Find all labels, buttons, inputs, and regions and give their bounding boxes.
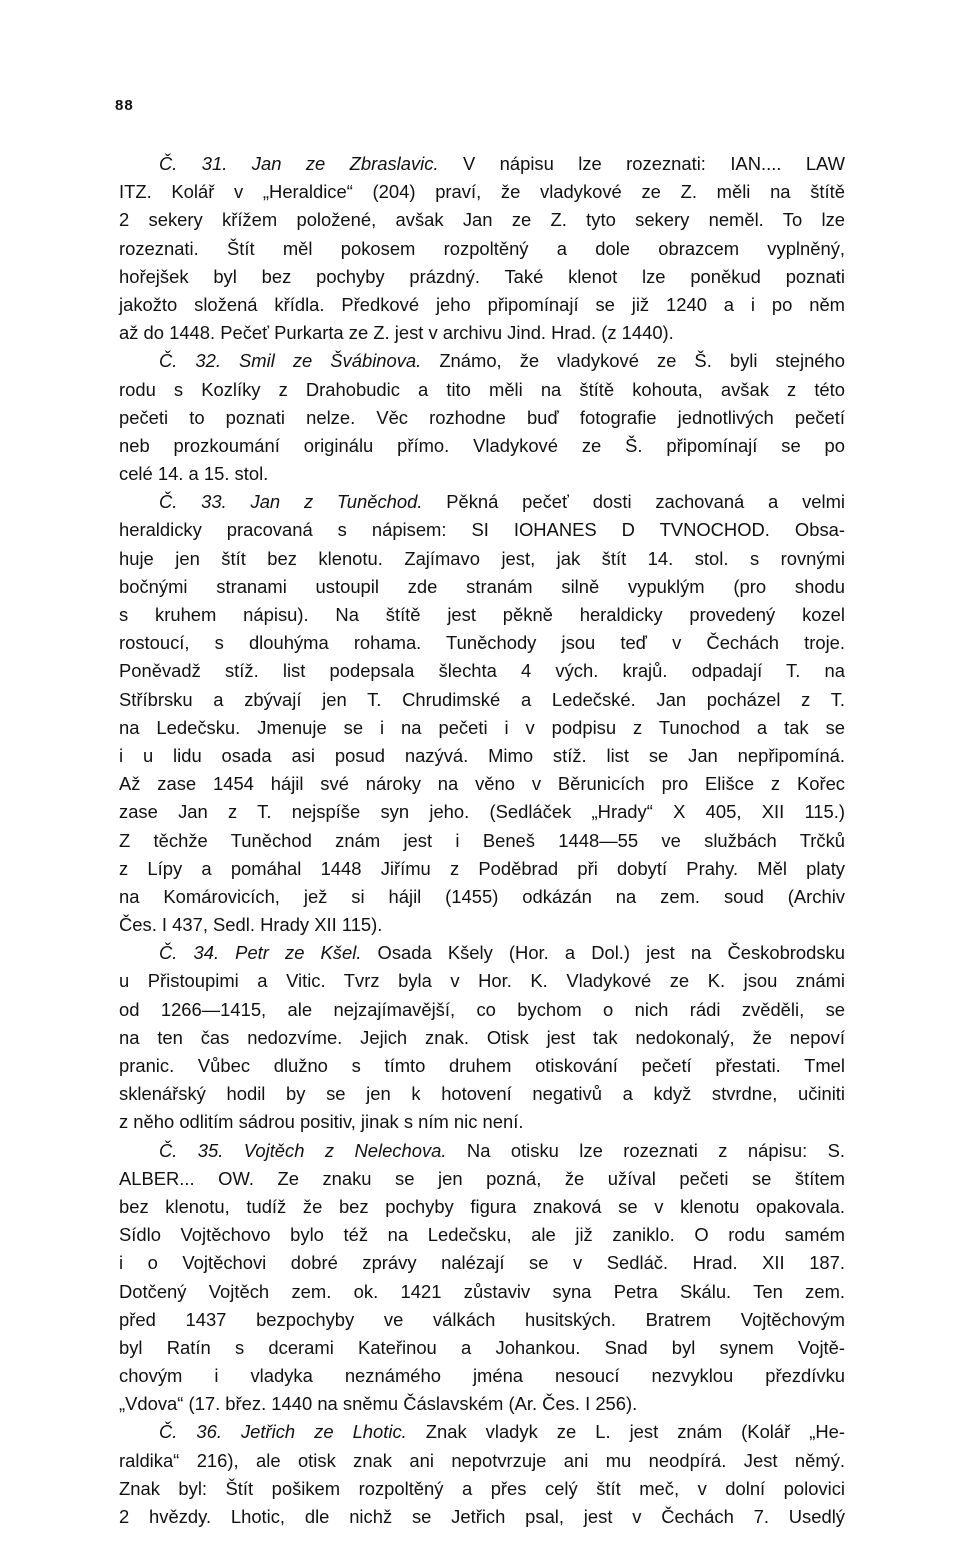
line-text: před 1437 bezpochyby ve válkách husitských. Bratrem Vojtěchovým <box>119 1308 845 1330</box>
line-text: rozeznati. Štít měl pokosem rozpoltěný a dole obrazcem vyplněný, <box>119 237 845 259</box>
entry-heading: Č. 36. Jetřich ze Lhotic. <box>159 1421 407 1443</box>
text-line <box>119 1108 845 1136</box>
line-text: zase Jan z T. nejspíše syn jeho. (Sedláček „Hrady“ X 405, XII 115.) <box>119 801 845 823</box>
entry-heading-line <box>119 488 845 516</box>
line-text: Poněvadž stíž. list podepsala šlechta 4 vých. krajů. odpadají T. na <box>119 660 845 682</box>
line-text: huje jen štít bez klenotu. Zajímavo jest, jak štít 14. stol. s rovnými <box>119 547 845 569</box>
line-text: Znak byl: Štít pošikem rozpoltěný a přes celý štít meč, v dolní polovici <box>119 1477 845 1499</box>
text-line <box>119 629 845 657</box>
line-text: ITZ. Kolář v „Heraldice“ (204) praví, že vladykové ze Z. měli na štítě <box>119 181 845 203</box>
line-text: Známo, že vladykové ze Š. byli stejného <box>421 350 845 372</box>
text-line <box>119 1503 845 1531</box>
line-text: Pěkná pečeť dosti zachovaná a velmi <box>422 491 845 513</box>
line-text: „Vdova“ (17. břez. 1440 na sněmu Čáslavském (Ar. Čes. I 256). <box>119 1393 638 1415</box>
text-line <box>119 573 845 601</box>
entry-heading: Č. 35. Vojtěch z Nelechova. <box>159 1139 447 1161</box>
line-text: celé 14. a 15. stol. <box>119 463 269 485</box>
text-line <box>119 1278 845 1306</box>
text-line <box>119 291 845 319</box>
text-line <box>119 319 845 347</box>
line-text: od 1266—1415, ale nejzajímavější, co bychom o nich rádi zvěděli, se <box>119 998 845 1020</box>
text-line <box>119 1306 845 1334</box>
text-line <box>119 545 845 573</box>
line-text: chovým i vladyka neznámého jména nesoucí nezvyklou přezdívku <box>119 1365 845 1387</box>
line-text: sklenářský hodil by se jen k hotovení negativů a když stvrdne, učiniti <box>119 1083 845 1105</box>
line-text: Až zase 1454 hájil své nároky na věno v Běrunicích pro Elišce z Kořec <box>119 773 845 795</box>
line-text: Sídlo Vojtěchovo bylo též na Ledečsku, ale již zaniklo. O rodu samém <box>119 1224 845 1246</box>
line-text: bočnými stranami ustoupil zde stranám silně vypuklým (pro shodu <box>119 575 845 597</box>
text-line <box>119 657 845 685</box>
text-line <box>119 967 845 995</box>
line-text: ALBER... OW. Ze znaku se jen pozná, že užíval pečeti se štítem <box>119 1167 845 1189</box>
text-line <box>119 714 845 742</box>
line-text: Stříbrsku a zbývají jen T. Chrudimské a Ledečské. Jan pocházel z T. <box>119 688 845 710</box>
line-text: s kruhem nápisu). Na štítě jest pěkně heraldicky provedený kozel <box>119 604 845 625</box>
text-line <box>119 1221 845 1249</box>
entry-heading: Č. 32. Smil ze Švábinova. <box>159 350 422 372</box>
line-text: heraldicky pracovaná s nápisem: SI IOHANES D TVNOCHOD. Obsa- <box>119 519 845 541</box>
entry-heading-line <box>119 150 845 178</box>
text-line <box>119 1475 845 1503</box>
line-text: byl Ratín s dcerami Kateřinou a Johankou. Snad byl synem Vojtě- <box>119 1336 845 1358</box>
line-text: na Ledečsku. Jmenuje se i na pečeti i v podpisu z Tunochod a tak se <box>119 716 845 738</box>
text-line <box>119 1165 845 1193</box>
text-line <box>119 235 845 263</box>
line-text: u Přistoupimi a Vitic. Tvrz byla v Hor. K. Vladykové ze K. jsou známi <box>119 970 845 992</box>
line-text: Z těchže Tuněchod znám jest i Beneš 1448—55 ve službách Trčků <box>119 829 845 851</box>
line-text: rodu s Kozlíky z Drahobudic a tito měli na štítě kohouta, avšak z této <box>119 378 845 400</box>
line-text: jakožto složená křídla. Předkové jeho připomínají se již 1240 a i po něm <box>119 293 845 315</box>
line-text: bez klenotu, tudíž že bez pochyby figura znaková se v klenotu opakovala. <box>119 1195 845 1217</box>
text-line <box>119 1334 845 1362</box>
text-line <box>119 1249 845 1277</box>
text-line <box>119 178 845 206</box>
text-body <box>119 150 845 1531</box>
text-line <box>119 827 845 855</box>
line-text: Znak vladyk ze L. jest znám (Kolář „He- <box>406 1421 845 1443</box>
text-line <box>119 742 845 770</box>
text-line <box>119 1447 845 1475</box>
text-line <box>119 996 845 1024</box>
text-line <box>119 460 845 488</box>
text-line <box>119 404 845 432</box>
text-line <box>119 1024 845 1052</box>
text-line <box>119 516 845 544</box>
text-line <box>119 263 845 291</box>
entry-heading: Č. 33. Jan z Tuněchod. <box>159 491 423 513</box>
line-text: pranic. Vůbec dlužno s tímto druhem otiskování pečetí přestati. Tmel <box>119 1055 845 1076</box>
line-text: z něho odlitím sádrou positiv, jinak s ním nic není. <box>119 1111 524 1133</box>
line-text: hořejšek byl bez pochyby prázdný. Také klenot lze poněkud poznati <box>119 265 845 287</box>
text-line <box>119 1080 845 1108</box>
text-line <box>119 1052 845 1080</box>
text-line <box>119 206 845 234</box>
entry-heading-line <box>119 1418 845 1446</box>
line-text: neb prozkoumání originálu přímo. Vladykové ze Š. připomínají se po <box>119 434 845 456</box>
line-text: Osada Kšely (Hor. a Dol.) jest na Českobrodsku <box>361 942 845 964</box>
text-line <box>119 601 845 629</box>
text-line <box>119 1362 845 1390</box>
entry-heading: Č. 31. Jan ze Zbraslavic. <box>159 153 439 174</box>
text-line <box>119 883 845 911</box>
text-line <box>119 1193 845 1221</box>
page-number: 88 <box>115 97 134 114</box>
line-text: Čes. I 437, Sedl. Hrady XII 115). <box>119 914 383 936</box>
line-text: na ten čas nedozvíme. Jejich znak. Otisk jest tak nedokonalý, že nepoví <box>119 1026 845 1048</box>
line-text: na Komárovicích, jež si hájil (1455) odkázán na zem. soud (Archiv <box>119 885 845 907</box>
line-text: Na otisku lze rozeznati z nápisu: S. <box>446 1139 845 1161</box>
line-text: V nápisu lze rozeznati: IAN.... LAW <box>438 153 845 174</box>
text-line <box>119 798 845 826</box>
line-text: až do 1448. Pečeť Purkarta ze Z. jest v archivu Jind. Hrad. (z 1440). <box>119 322 674 344</box>
line-text: z Lípy a pomáhal 1448 Jiřímu z Poděbrad při dobytí Prahy. Měl platy <box>119 857 845 879</box>
entry-heading-line <box>119 939 845 967</box>
line-text: raldika“ 216), ale otisk znak ani nepotvrzuje ani mu neodpírá. Jest němý. <box>119 1449 845 1471</box>
line-text: Dotčený Vojtěch zem. ok. 1421 zůstaviv syna Petra Skálu. Ten zem. <box>119 1280 845 1302</box>
text-line <box>119 686 845 714</box>
text-line <box>119 1390 845 1418</box>
line-text: 2 sekery křížem položené, avšak Jan ze Z. tyto sekery neměl. To lze <box>119 209 845 231</box>
line-text: pečeti to poznati nelze. Věc rozhodne buď fotografie jednotlivých pečetí <box>119 406 845 428</box>
line-text: 2 hvězdy. Lhotic, dle nichž se Jetřich psal, jest v Čechách 7. Usedlý <box>119 1506 845 1527</box>
text-line <box>119 376 845 404</box>
line-text: i u lidu osada asi posud nazývá. Mimo stíž. list se Jan nepřipomíná. <box>119 744 845 766</box>
text-line <box>119 911 845 939</box>
text-line <box>119 770 845 798</box>
text-line <box>119 432 845 460</box>
entry-heading-line <box>119 1137 845 1165</box>
line-text: i o Vojtěchovi dobré zprávy nalézají se v Sedláč. Hrad. XII 187. <box>119 1252 845 1274</box>
entry-heading-line <box>119 347 845 375</box>
entry-heading: Č. 34. Petr ze Kšel. <box>159 942 362 964</box>
line-text: rostoucí, s dlouhýma rohama. Tuněchody jsou teď v Čechách troje. <box>119 632 845 654</box>
text-line <box>119 855 845 883</box>
